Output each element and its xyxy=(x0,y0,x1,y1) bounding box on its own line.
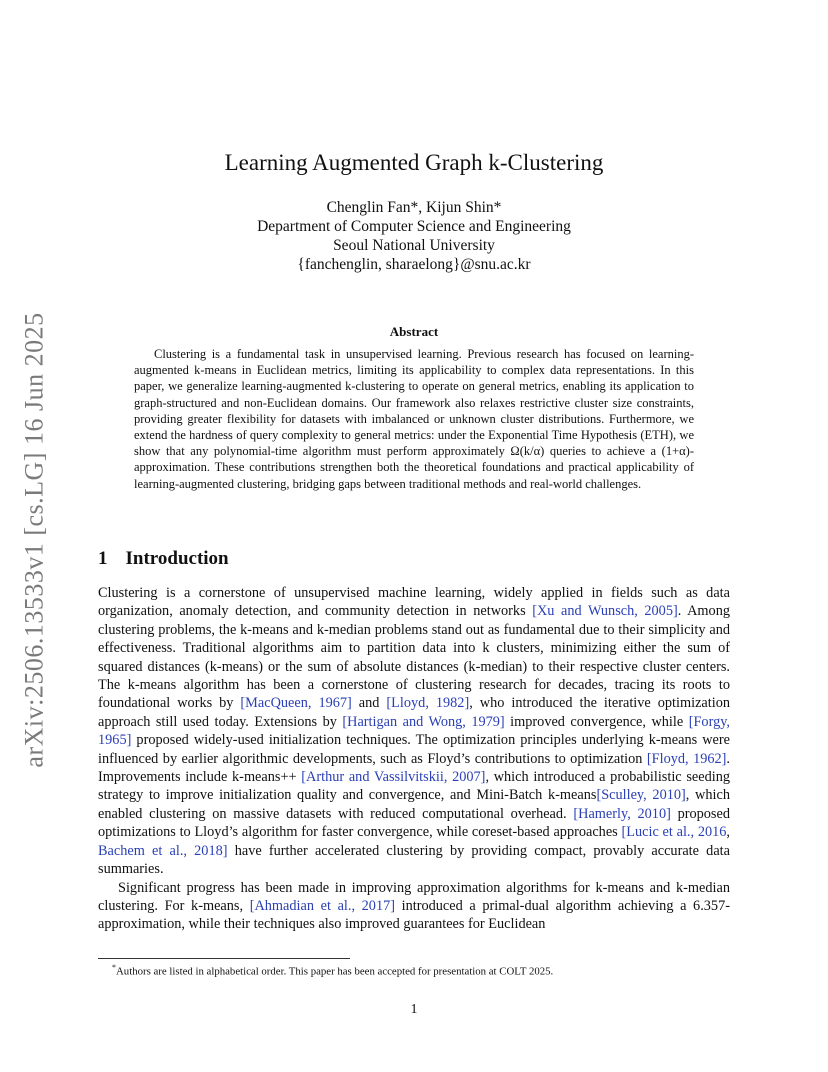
intro-text: , which enabled clustering on massive datasets with reduced computational overhead. xyxy=(98,787,730,822)
section-number: 1 xyxy=(98,548,108,569)
footnote xyxy=(112,963,553,978)
intro-paragraph-2 xyxy=(98,879,730,934)
author-names: Chenglin Fan*, Kijun Shin* xyxy=(326,199,502,216)
intro-text: , xyxy=(726,824,730,841)
intro-text: Significant progress has been made in improving approximation algorithms for k-means and k-median clustering. For k-means, xyxy=(98,879,730,914)
citation-link[interactable]: Bachem et al., 2018] xyxy=(98,842,228,859)
intro-text: proposed optimizations to Lloyd’s algorithm for faster convergence, while coreset-based approaches xyxy=(98,805,730,841)
author-email: {fanchenglin, sharaelong}@snu.ac.kr xyxy=(297,256,531,273)
intro-text: , which introduced a probabilistic seeding strategy to improve initialization quality and convergence, and Mini-Batch k-means xyxy=(98,769,730,804)
intro-text: improved convergence, while xyxy=(504,713,689,730)
section-heading xyxy=(98,548,229,570)
intro-text: . Among clustering problems, the k-means and k-median problems stand out as fundamental due to their simplicity and effectiveness. Traditional algorithms aim to partition data into k clusters, minimizing either the sum of squared distances (k-means) or the sum of absolute distances (k-median) to their respective cluster centers. The k-means algorithm has been a cornerstone of clustering research for decades, tracing its roots to foundational works by xyxy=(98,603,730,712)
citation-link[interactable]: [Hartigan and Wong, 1979] xyxy=(342,713,505,730)
citation-link[interactable]: [Sculley, 2010] xyxy=(596,787,686,804)
citation-link[interactable]: [Ahmadian et al., 2017] xyxy=(249,897,396,914)
arxiv-id-stamp: arXiv:2506.13533v1 [cs.LG] 16 Jun 2025 xyxy=(20,312,49,768)
introduction-body xyxy=(98,584,730,934)
citation-link[interactable]: [Lloyd, 1982] xyxy=(386,695,470,712)
intro-text: proposed widely-used initialization techniques. The optimization principles underlying k-means were influenced by earlier algorithmic developments, such as Floyd’s contributions to optimization xyxy=(98,732,730,767)
citation-link[interactable]: [Lucic et al., 2016 xyxy=(621,824,727,841)
citation-link[interactable]: [Hamerly, 2010] xyxy=(573,805,671,822)
citation-link[interactable]: [Xu and Wunsch, 2005] xyxy=(532,603,678,620)
arxiv-sidebar xyxy=(10,300,60,780)
author-department: Department of Computer Science and Engineering xyxy=(257,218,571,235)
footnote-divider xyxy=(98,958,350,959)
intro-text: . Improvements include k-means++ xyxy=(98,750,730,786)
abstract-text: Clustering is a fundamental task in unsupervised learning. Previous research has focused on learning-augmented k-means in Euclidean metrics, limiting its applicability to complex data representations. In this paper, we generalize learning-augmented k-clustering to operate on general metrics, enabling its application to graph-structured and non-Euclidean domains. Our framework also relaxes restrictive cluster size constraints, providing greater flexibility for datasets with imbalanced or unknown cluster distributions. Furthermore, we extend the hardness of query complexity to general metrics: under the Exponential Time Hypothesis (ETH), we show that any polynomial-time algorithm must perform approximately Ω(k/α) queries to achieve a (1+α)-approximation. These contributions strengthen both the theoretical foundations and practical applicability of learning-augmented clustering, bridging gaps between traditional methods and real-world challenges. xyxy=(134,347,694,491)
footnote-text: Authors are listed in alphabetical order. This paper has been accepted for presentation at COLT 2025. xyxy=(116,965,554,978)
intro-text: have further accelerated clustering by providing compact, provably accurate data summaries. xyxy=(98,842,730,878)
intro-paragraph-1 xyxy=(98,584,730,879)
paper-title: Learning Augmented Graph k-Clustering xyxy=(224,150,604,175)
citation-link[interactable]: [Forgy, 1965] xyxy=(98,713,731,749)
abstract-heading: Abstract xyxy=(389,324,439,339)
citation-link[interactable]: [Arthur and Vassilvitskii, 2007] xyxy=(301,769,486,786)
page-number: 1 xyxy=(410,1002,418,1017)
citation-link[interactable]: [Floyd, 1962] xyxy=(646,750,727,767)
intro-text: , who introduced the iterative optimization approach still used today. Extensions by xyxy=(98,695,730,730)
footnote-mark: * xyxy=(112,963,116,972)
author-block xyxy=(0,198,828,274)
author-university: Seoul National University xyxy=(333,237,495,254)
citation-link[interactable]: [MacQueen, 1967] xyxy=(240,695,352,712)
section-title: Introduction xyxy=(125,548,229,569)
intro-text: introduced a primal-dual algorithm achieving a 6.357-approximation, while their techniques also improved guarantees for Euclidean xyxy=(98,897,730,933)
intro-text: and xyxy=(351,695,387,712)
intro-text: Clustering is a cornerstone of unsupervised machine learning, widely applied in fields such as data organization, anomaly detection, and community detection in networks xyxy=(98,585,730,620)
